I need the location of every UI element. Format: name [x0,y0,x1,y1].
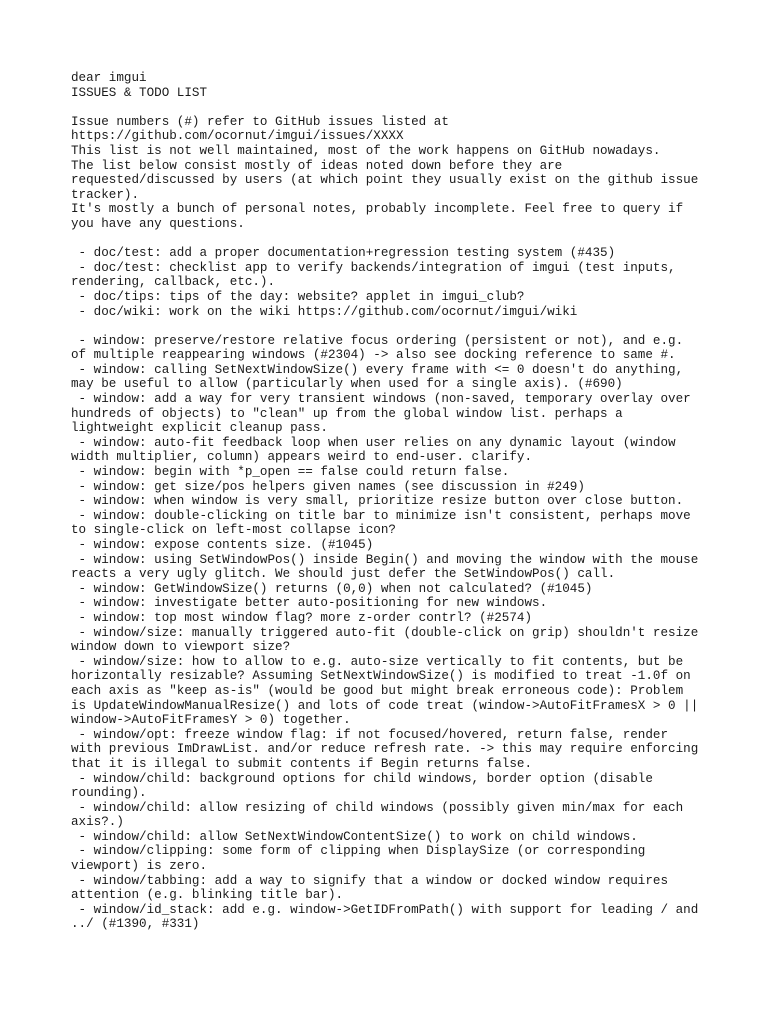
list-item: - window: top most window flag? more z-order contrl? (#2574) [71,610,533,625]
list-item: that it is illegal to submit contents if Begin returns false. [71,756,533,771]
blank-line [71,232,711,247]
list-item: - window: GetWindowSize() returns (0,0) when not calculated? (#1045) [71,581,593,596]
list-item: - window/child: background options for child windows, border option (disable [71,771,653,786]
list-item: lightweight explicit cleanup pass. [71,421,328,436]
doc-subtitle: ISSUES & TODO LIST [71,85,208,100]
list-item: rendering, callback, etc.). [71,275,276,290]
list-item: with previous ImDrawList. and/or reduce refresh rate. -> this may require enforcing [71,742,699,757]
intro-line: requested/discussed by users (at which point they usually exist on the github issue [71,173,699,188]
list-item: - window: when window is very small, prioritize resize button over close button. [71,494,684,509]
intro-line: you have any questions. [71,216,245,231]
intro-line: It's mostly a bunch of personal notes, probably incomplete. Feel free to query if [71,202,684,217]
intro-line: The list below consist mostly of ideas noted down before they are [71,158,563,173]
window-items-section [71,334,711,932]
list-item: viewport) is zero. [71,859,208,874]
blank-line [71,319,711,334]
list-item: each axis as "keep as-is" (would be good but might break erroneous code): Problem [71,683,684,698]
intro-line: Issue numbers (#) refer to GitHub issues listed at [71,114,449,129]
list-item: - doc/test: checklist app to verify backends/integration of imgui (test inputs, [71,260,676,275]
list-item: - window: using SetWindowPos() inside Begin() and moving the window with the mouse [71,552,699,567]
list-item: - doc/wiki: work on the wiki https://github.com/ocornut/imgui/wiki [71,304,578,319]
list-item: is UpdateWindowManualResize() and lots of code treat (window->AutoFitFramesX > 0 || [71,698,699,713]
list-item: - window/opt: freeze window flag: if not focused/hovered, return false, render [71,727,669,742]
list-item: - window: preserve/restore relative focus ordering (persistent or not), and e.g. [71,333,684,348]
list-item: of multiple reappearing windows (#2304) -> also see docking reference to same #. [71,348,676,363]
list-item: window->AutoFitFramesY > 0) together. [71,713,351,728]
list-item: - window: auto-fit feedback loop when user relies on any dynamic layout (window [71,435,676,450]
intro-line: This list is not well maintained, most of the work happens on GitHub nowadays. [71,143,661,158]
list-item: axis?.) [71,815,124,830]
list-item: hundreds of objects) to "clean" up from the global window list. perhaps a [71,406,623,421]
list-item: rounding). [71,786,147,801]
list-item: - window/size: how to allow to e.g. auto-size vertically to fit contents, but be [71,654,684,669]
list-item: may be useful to allow (particularly when used for a single axis). (#690) [71,377,623,392]
list-item: reacts a very ugly glitch. We should just defer the SetWindowPos() call. [71,567,616,582]
list-item: horizontally resizable? Assuming SetNextWindowSize() is modified to treat -1.0f on [71,669,691,684]
list-item: window down to viewport size? [71,640,291,655]
list-item: - window: double-clicking on title bar to minimize isn't consistent, perhaps move [71,508,691,523]
list-item: - doc/test: add a proper documentation+regression testing system (#435) [71,246,616,261]
list-item: attention (e.g. blinking title bar). [71,888,344,903]
doc-items-section [71,246,711,319]
list-item: - doc/tips: tips of the day: website? applet in imgui_club? [71,289,525,304]
intro-line: https://github.com/ocornut/imgui/issues/XXXX [71,129,404,144]
list-item: width multiplier, column) appears weird to end-user. clarify. [71,450,533,465]
intro-section [71,115,711,232]
list-item: - window: investigate better auto-positioning for new windows. [71,596,548,611]
list-item: - window/clipping: some form of clipping when DisplaySize (or corresponding [71,844,646,859]
list-item: - window/tabbing: add a way to signify that a window or docked window requires [71,873,669,888]
list-item: - window: add a way for very transient windows (non-saved, temporary overlay over [71,392,691,407]
list-item: - window/size: manually triggered auto-fit (double-click on grip) shouldn't resize [71,625,699,640]
intro-line: tracker). [71,187,140,202]
list-item: - window: get size/pos helpers given names (see discussion in #249) [71,479,585,494]
list-item: - window: begin with *p_open == false could return false. [71,465,510,480]
todo-document [71,71,711,932]
list-item: - window: expose contents size. (#1045) [71,538,374,552]
list-item: to single-click on left-most collapse icon? [71,523,396,538]
list-item: - window/id_stack: add e.g. window->GetIDFromPath() with support for leading / and [71,902,699,917]
doc-title: dear imgui [71,71,147,85]
list-item: - window/child: allow SetNextWindowContentSize() to work on child windows. [71,829,638,844]
list-item: ../ (#1390, #331) [71,917,200,932]
list-item: - window/child: allow resizing of child windows (possibly given min/max for each [71,800,684,815]
list-item: - window: calling SetNextWindowSize() every frame with <= 0 doesn't do anything, [71,362,684,377]
blank-line [71,100,711,115]
